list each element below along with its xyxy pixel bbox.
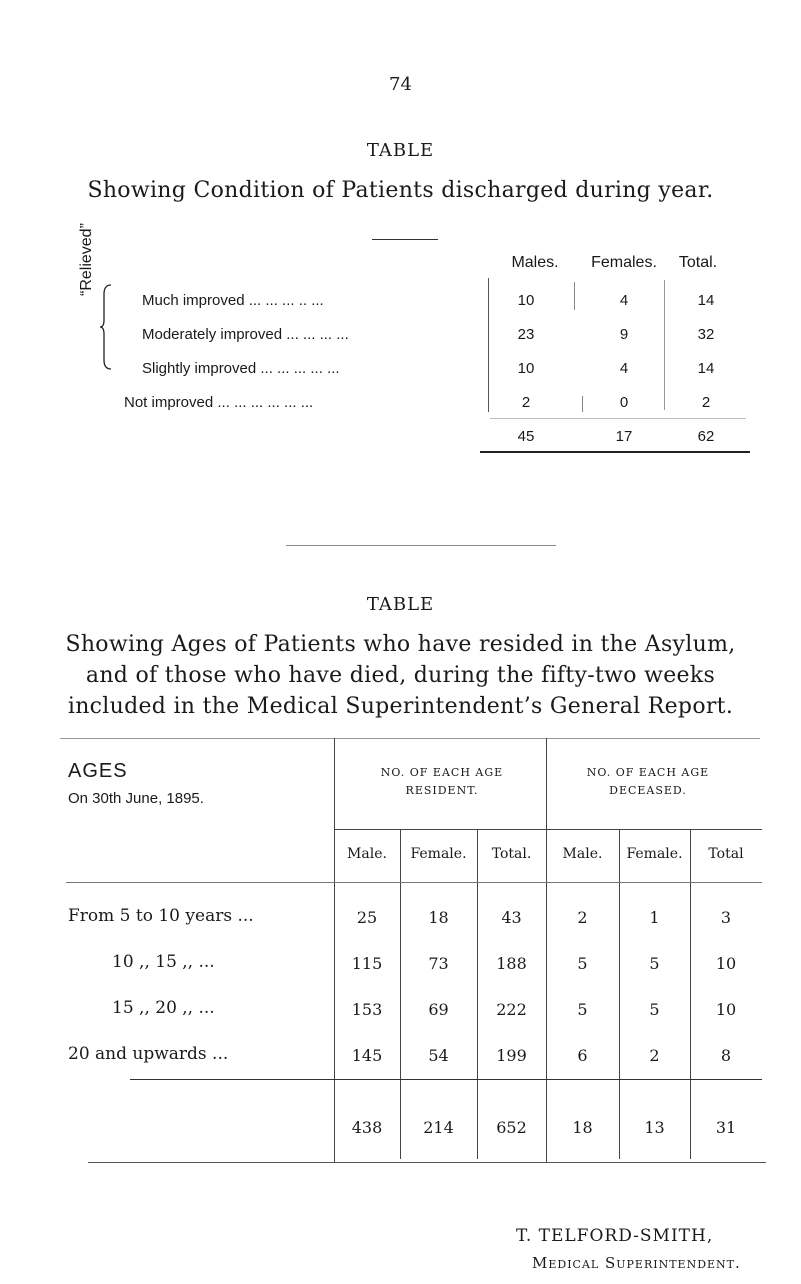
table2-subcol: Female.: [626, 846, 683, 862]
table2-heading: TABLE: [366, 594, 435, 615]
table2-vline: [334, 738, 335, 1162]
table2-total: 652: [496, 1118, 527, 1137]
table2-top-rule: [60, 738, 760, 739]
signature-name: T. TELFORD-SMITH,: [516, 1226, 714, 1246]
table1-row-label: Moderately improved ... ... ... ...: [142, 326, 349, 343]
table2-total: 214: [423, 1118, 454, 1137]
table1-total: 17: [615, 428, 633, 445]
table1-caption: Showing Condition of Patients discharged during year.: [87, 178, 714, 203]
table2-cell: 54: [428, 1046, 449, 1065]
table2-total: 18: [572, 1118, 593, 1137]
table2-cell: 8: [720, 1046, 732, 1065]
table1-total: 62: [697, 428, 715, 445]
table2-cell: 1: [649, 908, 660, 927]
deceased-header: NO. OF EACH AGE DECEASED.: [586, 766, 710, 797]
table2-subcol: Male.: [347, 846, 387, 862]
signature-title: Medical Superintendent.: [532, 1254, 741, 1272]
table2-total: 13: [644, 1118, 665, 1137]
table2-cell: 10: [715, 954, 737, 973]
table2-cell: 18: [428, 908, 449, 927]
table1-col-total: Total.: [678, 254, 718, 271]
table2-total: 438: [351, 1118, 383, 1137]
table2-cell: 188: [496, 954, 527, 973]
table2-subheader-rule: [334, 829, 762, 830]
table1-cell: 9: [619, 326, 629, 343]
relieved-label: “Relieved”: [78, 223, 95, 296]
table2-row-label: 15 ,, 20 ,, ...: [112, 998, 215, 1018]
table2-vline: [690, 829, 691, 1159]
table2-subcol: Male.: [562, 846, 603, 862]
table2-sum-rule: [130, 1079, 762, 1080]
table2-vline: [619, 829, 620, 1159]
table2-cell: 145: [351, 1046, 383, 1065]
table1-cell: 0: [619, 394, 629, 411]
table2-cell: 2: [649, 1046, 660, 1065]
table1-row-label: Slightly improved ... ... ... ... ...: [142, 360, 340, 377]
table1-cell: 32: [697, 326, 715, 343]
table1-cell: 23: [517, 326, 535, 343]
table1-cell: 10: [517, 360, 535, 377]
table2-cell: 153: [351, 1000, 383, 1019]
table2-cell: 43: [501, 908, 522, 927]
table2-cell: 10: [715, 1000, 737, 1019]
table2-cell: 199: [496, 1046, 527, 1065]
table2-subcol: Total: [708, 846, 744, 862]
table2-cell: 2: [577, 908, 588, 927]
table1-total: 45: [517, 428, 535, 445]
table1-cell: 2: [701, 394, 711, 411]
table2-cell: 69: [428, 1000, 449, 1019]
ages-header: AGES: [68, 760, 128, 782]
table2-total: 31: [715, 1118, 737, 1137]
table1-heading: TABLE: [366, 140, 435, 161]
page-number: 74: [389, 74, 412, 95]
table1-cell: 4: [619, 292, 629, 309]
table2-cell: 5: [577, 954, 588, 973]
table2-vline: [400, 829, 401, 1159]
table2-cell: 25: [356, 908, 378, 927]
table1-row-label: Much improved ... ... ... .. ...: [142, 292, 324, 309]
table2-cell: 222: [496, 1000, 527, 1019]
table1-cell: 10: [517, 292, 535, 309]
table2-caption-line: included in the Medical Superintendent’s General Report.: [67, 694, 734, 719]
table2-row-label: 20 and upwards ...: [68, 1044, 229, 1064]
table2-subcol: Female.: [410, 846, 467, 862]
table1-row-label: Not improved ... ... ... ... ... ...: [124, 394, 314, 411]
table2-row-label: 10 ,, 15 ,, ...: [112, 952, 215, 972]
table2-row-label: From 5 to 10 years ...: [68, 906, 254, 926]
ages-subheader: On 30th June, 1895.: [68, 790, 204, 807]
table2-cell: 5: [649, 954, 660, 973]
resident-header: NO. OF EACH AGE RESIDENT.: [380, 766, 504, 797]
table2-subcol: Total.: [491, 846, 532, 862]
table2-caption-line: Showing Ages of Patients who have resided in the Asylum,: [65, 632, 736, 657]
table1-col-females: Females.: [591, 254, 657, 271]
table2-cell: 3: [720, 908, 732, 927]
table2-cell: 115: [351, 954, 383, 973]
table1-cell: 2: [521, 394, 531, 411]
table2-cell: 5: [577, 1000, 588, 1019]
table1-col-males: Males.: [511, 254, 559, 271]
table1-cell: 14: [697, 360, 715, 377]
table2-vline: [477, 829, 478, 1159]
table2-cell: 5: [649, 1000, 660, 1019]
table2-header-rule: [66, 882, 762, 883]
table1-cell: 14: [697, 292, 715, 309]
table1-cell: 4: [619, 360, 629, 377]
table2-caption-line: and of those who have died, during the fifty-two weeks: [85, 663, 716, 688]
table2-bottom-rule: [88, 1162, 766, 1163]
table2-cell: 6: [577, 1046, 588, 1065]
table2-cell: 73: [428, 954, 449, 973]
table2-vline: [546, 738, 547, 1162]
